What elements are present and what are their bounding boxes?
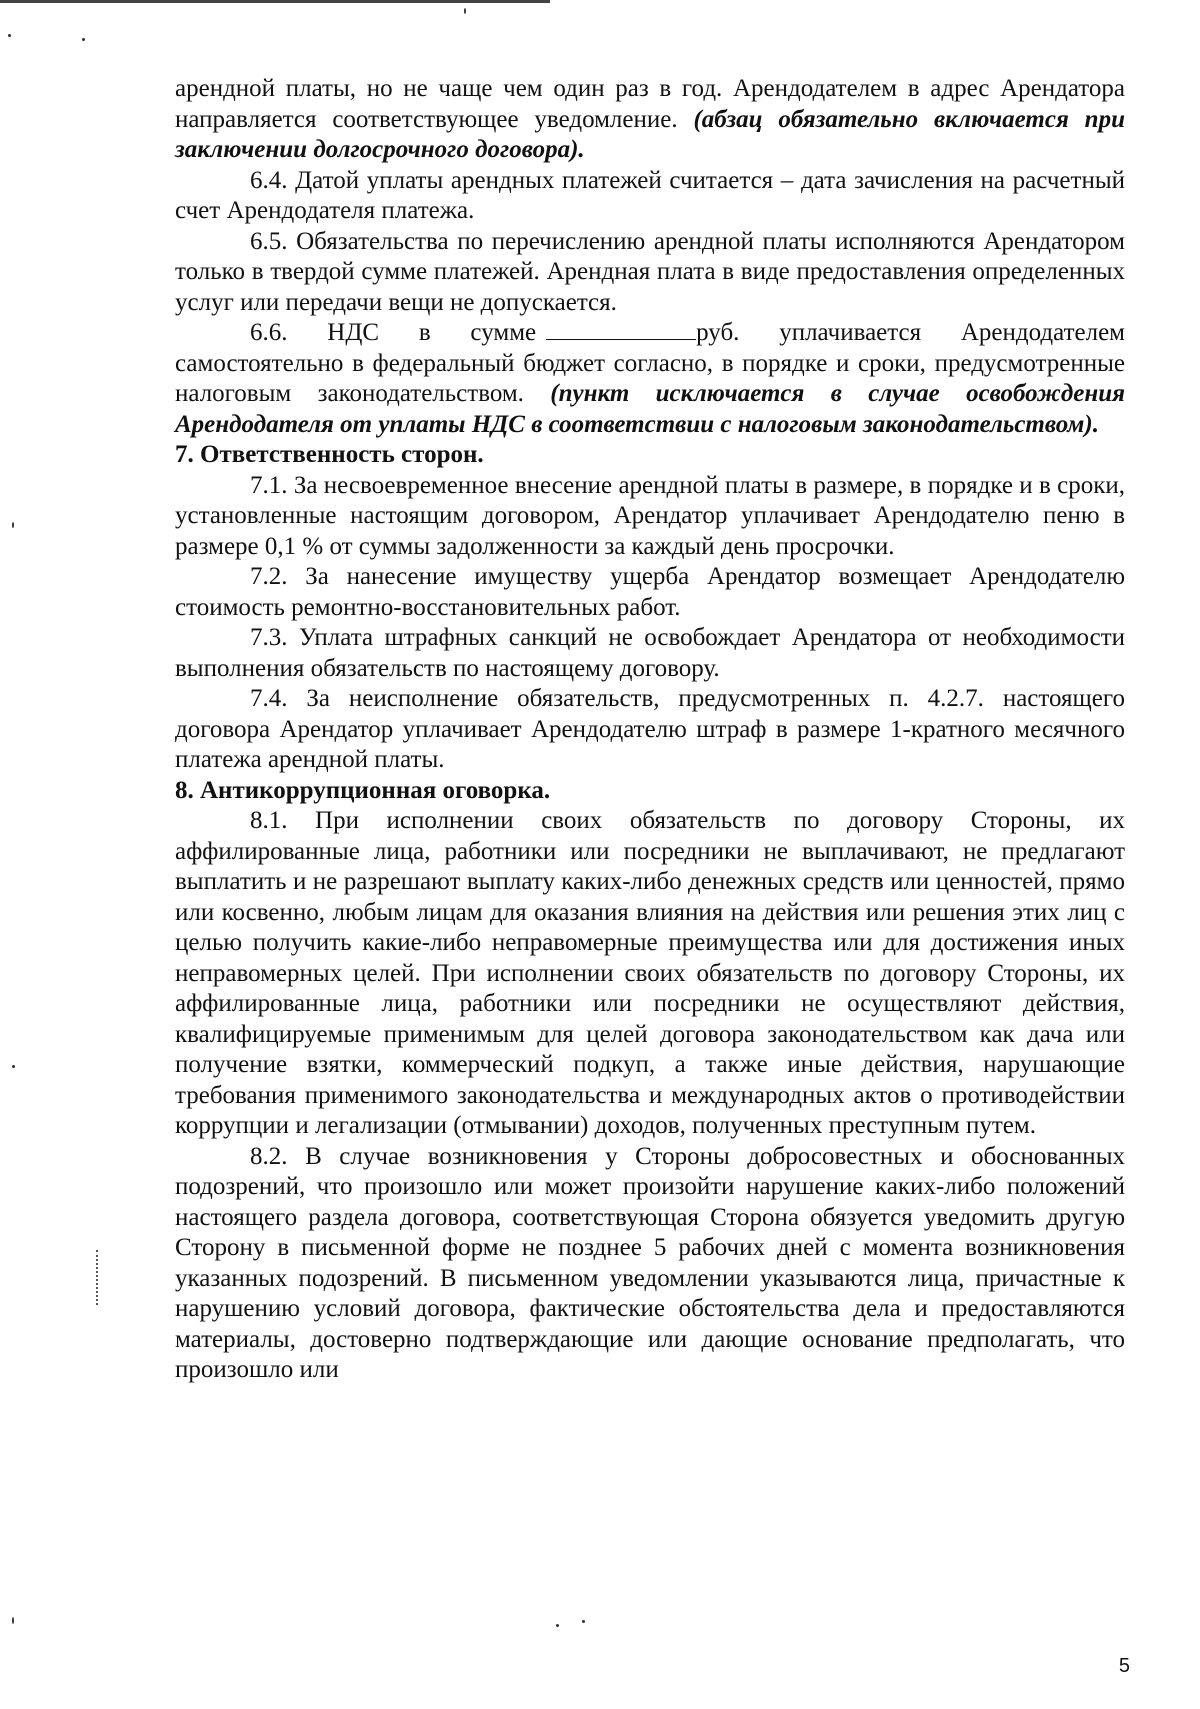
clause-paragraph [175, 562, 1125, 623]
clause-paragraph [175, 471, 1125, 563]
clause-text: 8.2. В случае возникновения у Стороны добросовестных и обоснованных подозрений, что произошло или может произойти нарушение каких-либо положений настоящего раздела договора, соответствующая Сторона обязуется уведомить другую Сторону в письменной форме не позднее 5 рабочих дней с момента возникновения указанных подозрений. В письменном уведомлении указываются лица, причастные к нарушению условий договора, фактические обстоятельства дела и предоставляются материалы, достоверно подтверждающие или дающие основание предполагать, что произошло или [175, 1142, 1125, 1383]
clause-text: 6.6. НДС в сумме [250, 319, 537, 346]
clause-note: (абзац обязательно включается при заключении долгосрочного договора). [175, 105, 1125, 163]
clause-text: арендной платы, но не чаще чем один раз в год. Арендодателем в адрес Арендатора направляется соответствующее уведомление. [175, 75, 1125, 133]
clause-paragraph [175, 74, 1125, 166]
clause-paragraph [175, 318, 1125, 440]
clause-paragraph [175, 623, 1125, 684]
clause-paragraph [175, 166, 1125, 227]
clause-paragraph [175, 684, 1125, 776]
clause-text: 8.1. При исполнении своих обязательств по договору Стороны, их аффилированные лица, работники или посредники не выплачивают, не предлагают выплатить и не разрешают выплату каких-либо денежных средств или ценностей, прямо или косвенно, любым лицам для оказания влияния на действия или решения этих лиц с целью получить какие-либо неправомерные преимущества или для достижения иных неправомерных целей. При исполнении своих обязательств по договору Стороны, их аффилированные лица, работники или посредники не осуществляют действия, квалифицируемые применимым для целей договора законодательством как дача или получение взятки, коммерческий подкуп, а также иные действия, нарушающие требования применимого законодательства и международных актов о противодействии коррупции и легализации (отмывании) доходов, полученных преступным путем. [175, 807, 1125, 1139]
scan-speck [82, 38, 85, 41]
section-heading: 7. Ответственность сторон. [175, 441, 484, 468]
clause-paragraph [175, 806, 1125, 1142]
scan-speck [556, 1624, 559, 1627]
clause-text: 7.4. За неисполнение обязательств, предусмотренных п. 4.2.7. настоящего договора Арендатор уплачивает Арендодателю штраф в размере 1-кратного месячного платежа арендной платы. [175, 685, 1125, 773]
scan-speck [582, 1620, 585, 1623]
page-number: 5 [1118, 1655, 1130, 1677]
scan-speck [464, 8, 466, 14]
scan-speck [12, 1065, 15, 1068]
amount-blank-field[interactable] [546, 319, 696, 340]
document-page [175, 74, 1125, 1386]
clause-paragraph [175, 1142, 1125, 1386]
clause-text: 7.1. За несвоевременное внесение арендной платы в размере, в порядке и в сроки, установленные настоящим договором, Арендатор уплачивает Арендодателю пеню в размере 0,1 % от суммы задолженности за каждый день просрочки. [175, 471, 1125, 560]
clause-text: руб. уплачивается Арендодателем самостоятельно в федеральный бюджет согласно, в порядке и сроки, предусмотренные налоговым законодательством. [175, 319, 1125, 407]
clause-text: 7.3. Уплата штрафных санкций не освобождает Арендатора от необходимости выполнения обязательств по настоящему договору. [175, 624, 1125, 682]
scan-speck [12, 522, 14, 528]
clause-text: 6.4. Датой уплаты арендных платежей считается – дата зачисления на расчетный счет Арендодателя платежа. [175, 166, 1125, 224]
scan-edge-line [0, 0, 550, 3]
clause-text: 6.5. Обязательства по перечислению арендной платы исполняются Арендатором только в твердой сумме платежей. Арендная плата в виде предоставления определенных услуг или передачи вещи не допускается. [175, 227, 1125, 316]
scan-dotted-mark [96, 1250, 100, 1305]
scan-speck [12, 1617, 14, 1624]
clause-paragraph [175, 227, 1125, 319]
clause-note: (пункт исключается в случае освобождения Арендодателя от уплаты НДС в соответствии с налоговым законодательством). [175, 380, 1126, 438]
clause-text: 7.2. За нанесение имуществу ущерба Арендатор возмещает Арендодателю стоимость ремонтно-восстановительных работ. [175, 563, 1125, 621]
scan-speck [8, 34, 11, 37]
section-heading: 8. Антикоррупционная оговорка. [175, 776, 551, 804]
